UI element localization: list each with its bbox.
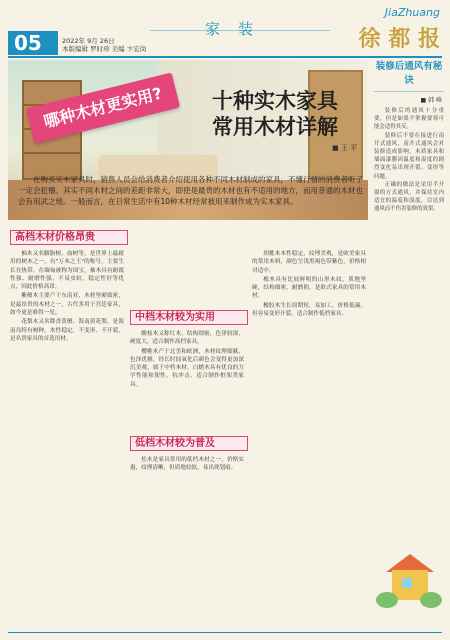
paragraph: 装修后不要在接进行南开式通风，南开式通风会对装修造成影响，木质家具和墙面漆膜因温度和湿度的剧烈变化易出现开裂、变形等问题。 [374,132,444,180]
sidebar-title: 装修后通风有秘诀 [374,60,444,92]
house-illustration [376,550,442,630]
issue-date: 2022年 9月 26日 [62,37,115,45]
house-window [402,578,412,588]
section-title: 家装 [204,20,271,38]
paragraph: 松木是家具常用的低档木材之一，价格实惠，纹理清晰，但质地较软，易出现划痕。 [130,457,244,472]
column-2b [130,456,244,474]
subheading-mid-grade: 中档木材较为实用 [130,310,248,325]
subheading-high-grade: 高档木材价格昂贵 [10,230,128,245]
bush [376,592,398,608]
paragraph: 橡木具有比较鲜明的山形木纹，质地坚硬，结构细密，耐磨损，是欧式家具的常用木材。 [252,276,366,300]
article-body [8,226,368,626]
sidebar-text [374,107,444,214]
paragraph: 正确的做法是采用半开窗的方式通风，并保持室内适宜的温度和湿度，以达到通风而不伤害装修的效果。 [374,181,444,213]
page-number: 05 [8,31,58,55]
paragraph: 柚木又名胭脂树、血树等，是世界上最耐用的树木之一，有"万木之王"的称号。主要生长在热带，在缅甸被称为国宝。柚木具有耐腐性强、耐磨性强，不易虫蛀，稳定性好等优点，因此价格高昂。 [10,251,124,291]
column-3 [252,250,366,319]
paragraph: 装修后的通风十分重要，但是如果不掌握要领可能会适得其反。 [374,108,444,131]
bush [420,592,442,608]
paragraph: 胡桃木木性稳定，纹理美观，是欧美家具的常用木料，颜色呈浅黑褐色带紫色，价格相对适中。 [252,251,366,274]
section-title-en: JiaZhuang [384,6,440,19]
paragraph: 橡胶木生长周期短，易加工，价格低廉，但容易变形开裂，适合制作低档家具。 [252,302,366,318]
paragraph: 樱桃木产于北美和欧洲，木材纹理细腻，色泽优雅，经长时间氧化后颜色会变得更加深沉美观，属于中档木材。白蜡木具有优良的力学性能和韧性，抗冲击，适合制作框架类家具。 [130,348,244,388]
feature-banner: 哪种木材更实用? [26,72,180,143]
newspaper-logo: 徐 都 报 [358,26,440,52]
feature-title: 十种实木家具 常用木材详解 [212,89,338,139]
feature-lead: 在购买实木家具时，销售人员会给消费者介绍使用各种不同木材制成的家具，不懂行情的消费者听了一定会犯懵。其实不同木材之间的差距非常大，即使是最贵的木材也有不适用的地方，而用普通的木材也会有用武之地。一般而言，在日常生活中有10种木材经常被用来制作成为实木家具。 [18,175,363,206]
sidebar [374,60,444,632]
paragraph: 紫檀木主要产于东南亚，木材坚硬致密，是最昂贵的木材之一，古代多用于宫廷家具，如今更是难得一见。 [10,293,124,317]
paragraph: 花梨木又名降香黄檀、海南黄花梨，是海南岛特有树种，木性稳定，不变形、不开裂，是名贵家具的首选用材。 [10,319,124,342]
sidebar-author: ■ 韩 峰 [420,97,442,104]
header-rule [8,56,442,58]
paragraph: 酸枝木又称红木，结构细密，色泽较深，硬度大，适合制作高档家具。 [130,331,244,346]
footer-rule [8,632,442,633]
feature-author: ■ 王 平 [332,144,358,152]
column-1 [10,250,124,344]
masthead [0,0,450,58]
editor-credits: 本版编辑 罗时珍 美编 卞宏岗 [62,45,147,53]
issue-meta [62,37,146,53]
column-2 [130,330,244,390]
subheading-low-grade: 低档木材较为普及 [130,436,248,451]
